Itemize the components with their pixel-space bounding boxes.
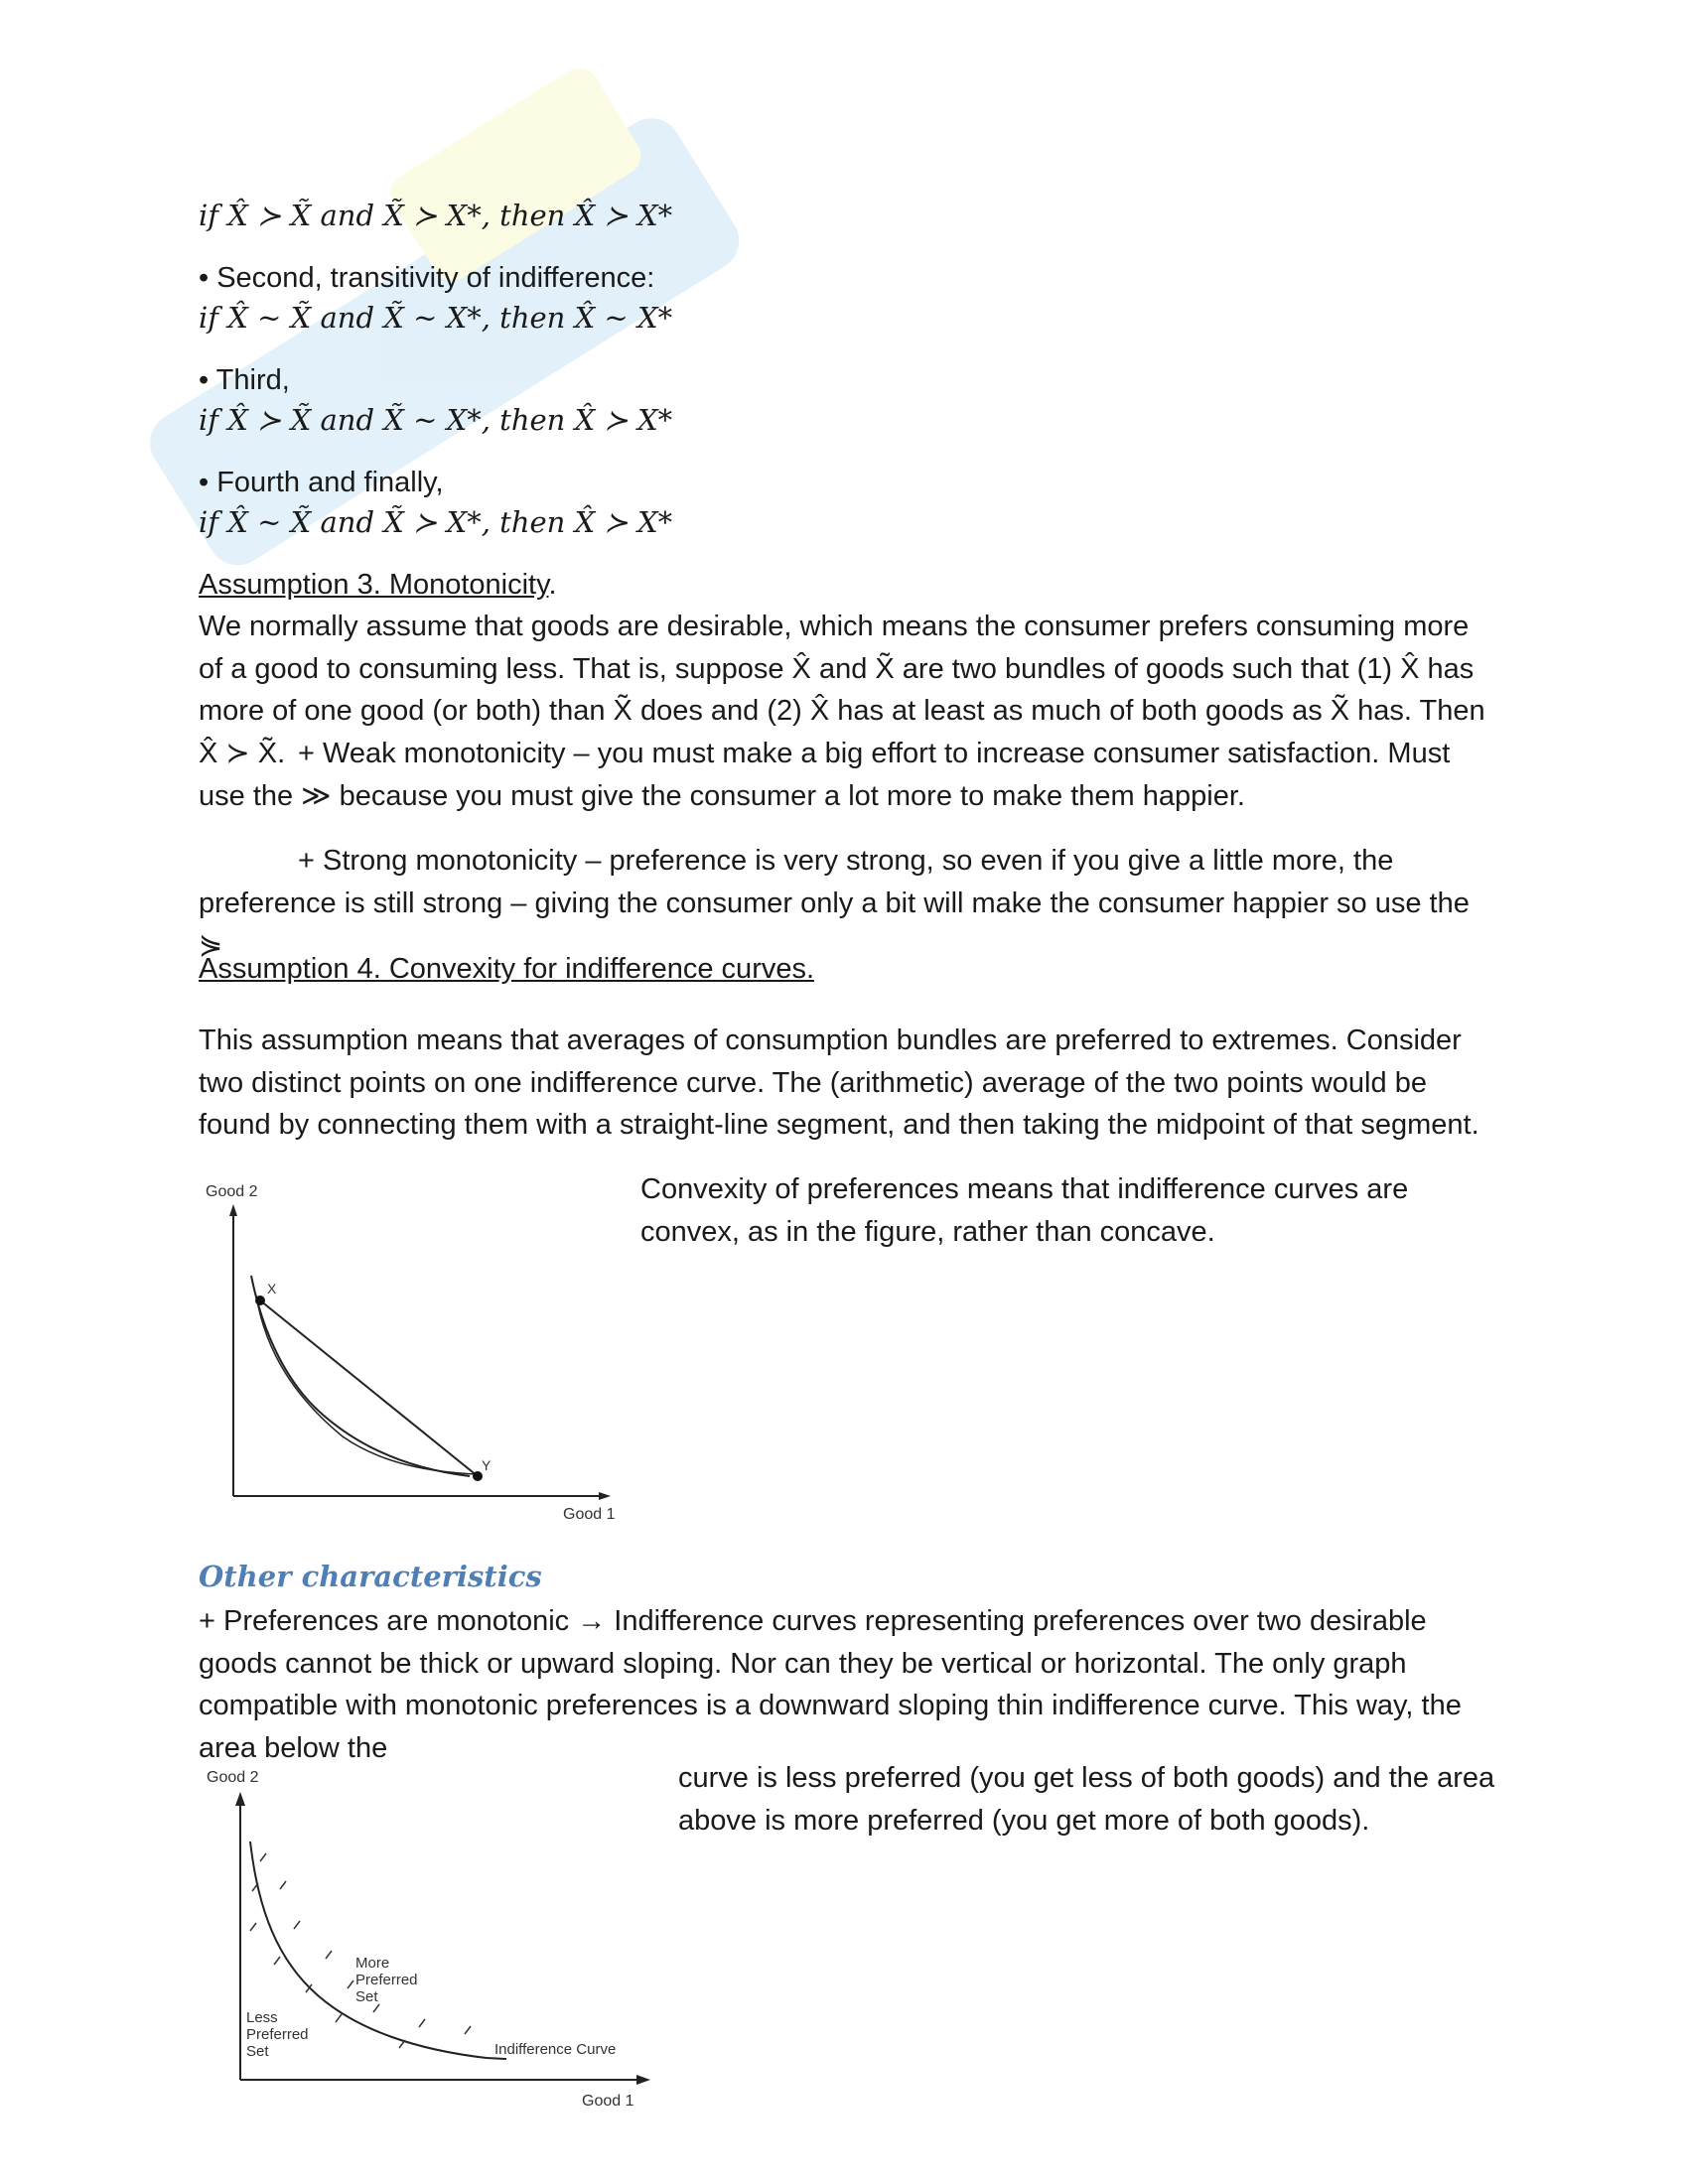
assumption4-body: This assumption means that averages of consumption bundles are preferred to extremes. Consider two distinct points on one indifference curve. The (arithmetic) average of the two points would be found by connecting them with a straight-line segment, and then taking the midpoint of that segment. — [199, 1024, 1479, 1141]
fourth-rule-line: if X̂ ~ X̃ and X̃ ≻ X*, then X̂ ≻ X* — [199, 505, 673, 539]
fig2-curve-label: Indifference Curve — [494, 2041, 617, 2058]
fig2-hatch-marks — [250, 1853, 471, 2048]
assumption3-title: Assumption 3. Monotonicity — [199, 569, 549, 601]
fig1-x-label: Good 1 — [563, 1506, 616, 1519]
bullet-second: • Second, transitivity of indifference: — [199, 262, 655, 294]
transitivity-indifference-line: if X̂ ~ X̃ and X̃ ~ X*, then X̂ ~ X* — [199, 301, 673, 335]
fig2-less-label-1: Less — [246, 2009, 278, 2026]
bullet-third: • Third, — [199, 364, 290, 396]
fig2-more-label-2: Preferred — [355, 1972, 418, 1988]
other-characteristics-heading: Other characteristics — [199, 1560, 542, 1593]
fig2-less-label-2: Preferred — [246, 2026, 309, 2043]
fig2-x-label: Good 1 — [582, 2093, 634, 2110]
fig2-more-label-1: More — [355, 1955, 390, 1972]
fig2-more-label-3: Set — [355, 1988, 378, 2005]
bullet-fourth: • Fourth and finally, — [199, 467, 444, 498]
fig2-less-label-3: Set — [246, 2043, 269, 2060]
fig1-indifference-curve — [251, 1276, 470, 1476]
fig2-y-label: Good 2 — [207, 1769, 259, 1786]
assumption3-heading — [199, 564, 557, 606]
preferred-sets-figure — [199, 1762, 650, 2115]
assumption3-body: We normally assume that goods are desirable, which means the consumer prefers consuming more of a good to consuming less. That is, suppose X̂ and X̃ are two bundles of goods such that (1) X̂ has more of one good (or both) than X̃ does and (2) X̂ has at least as much of both goods as X̃ has. Then X̂ ≻ X̃. — [199, 611, 1485, 769]
fig1-y-label: Good 2 — [206, 1183, 258, 1200]
weak-monotonicity-para — [199, 733, 1489, 817]
transitivity-preference-line: if X̂ ≻ X̃ and X̃ ≻ X*, then X̂ ≻ X* — [199, 199, 673, 232]
fig2-y-arrow — [235, 1792, 245, 1806]
fig1-point-x-label: X — [267, 1281, 277, 1297]
fig1-x-arrow — [599, 1492, 611, 1500]
weak-monotonicity-text: + Weak monotonicity – you must make a big effort to increase consumer satisfaction. Must use the ≫ because you must give the consumer a lot more to make them happier. — [199, 738, 1451, 812]
preferred-sets-caption: curve is less preferred (you get less of both goods) and the area above is more preferred (you get more of both goods). — [678, 1762, 1495, 1837]
convexity-figure — [194, 1176, 631, 1519]
fig1-y-arrow — [229, 1204, 237, 1216]
strong-monotonicity-text: + Strong monotonicity – preference is very strong, so even if you give a little more, the preference is still strong – giving the consumer only a bit will make the consumer happier so use the ⋟ — [199, 845, 1470, 961]
other-characteristics-body: + Preferences are monotonic → Indifference curves representing preferences over two desirable goods cannot be thick or upward sloping. Nor can they be vertical or horizontal. The only graph compatible with monotonic preferences is a downward sloping thin indifference curve. This way, the area below the — [199, 1605, 1462, 1764]
fig2-x-arrow — [636, 2075, 650, 2085]
fig1-point-x — [255, 1296, 265, 1305]
assumption4-heading: Assumption 4. Convexity for indifference curves. — [199, 953, 815, 985]
assumption3-title-end: . — [548, 569, 557, 601]
fig1-point-y-label: Y — [482, 1457, 492, 1473]
fig1-chord-line — [260, 1300, 478, 1476]
convexity-caption: Convexity of preferences means that indifference curves are convex, as in the figure, rather than concave. — [640, 1173, 1409, 1248]
third-rule-line: if X̂ ≻ X̃ and X̃ ~ X*, then X̂ ≻ X* — [199, 403, 673, 437]
